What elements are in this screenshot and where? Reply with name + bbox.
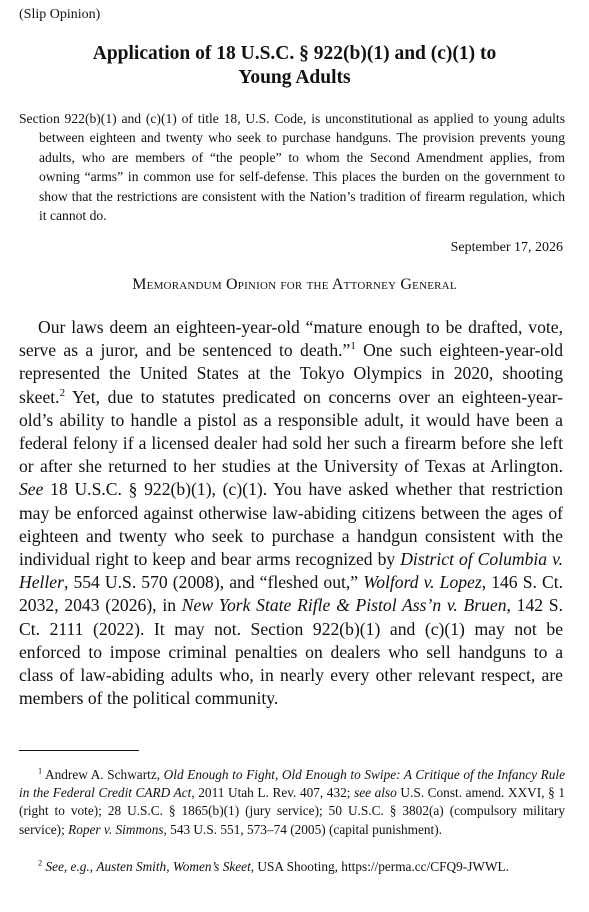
footnote-ref-2[interactable]: 2: [59, 386, 66, 399]
body-paragraph: [19, 316, 563, 710]
case-wolford: Wolford v. Lopez: [363, 572, 482, 593]
memo-heading: Memorandum Opinion for the Attorney General: [132, 276, 457, 293]
footnote-1-mid2: U.S. Const. amend. XXVI, § 1 (right to vote); 28 U.S.C. § 1865(b)(1) (jury service); 50 U.S.C. § 3802(a) (compulsory military service);: [19, 785, 566, 837]
footnote-2-comma: ,: [89, 859, 97, 874]
footnote-2: [19, 858, 565, 876]
title-line-2: Young Adults: [238, 67, 351, 88]
body-text-3: Yet, due to statutes predicated on concerns over an eighteen-year-old’s ability to handle a pistol as a responsible adult, it would have been a federal felony if a licensed dealer had sold her such a firearm before she left or after she returned to her studies at the University of Texas at Arlington.: [19, 386, 563, 477]
footnote-2-mark: 2: [38, 858, 43, 868]
footnote-1-end: , 543 U.S. 551, 573–74 (2005) (capital punishment).: [163, 821, 442, 837]
body-text-6: , 146 S. Ct. 2032, 2043 (2026), in: [19, 572, 563, 616]
footnote-2-signal: See, e.g.: [42, 859, 90, 874]
summary-paragraph: Section 922(b)(1) and (c)(1) of title 18, U.S. Code, is unconstitutional as applied to young adults between eighteen and twenty who seek to purchase handguns. The provision prevents young adults, who are members of “the people” to whom the Second Amendment applies, from owning “arms” in common use for self-defense. This places the burden on the government to show that the restrictions are consistent with the Nation’s tradition of firearm regulation, which it cannot do.: [19, 111, 565, 224]
footnote-1-title: Old Enough to Fight, Old Enough to Swipe: A Critique of the Infancy Rule in the Federal Credit CARD Act: [19, 767, 565, 801]
body-text-1: Our laws deem an eighteen-year-old “mature enough to be drafted, vote, serve as a juror, and be sentenced to death.”: [19, 317, 563, 361]
body-text-5: , 554 U.S. 570 (2008), and “fleshed out,”: [63, 572, 364, 593]
case-heller: District of Columbia v. Heller: [19, 549, 564, 593]
footnote-divider: [19, 750, 139, 751]
footnote-2-end[interactable]: , USA Shooting, https://perma.cc/CFQ9-JWWL.: [250, 859, 509, 874]
title-line-1: Application of 18 U.S.C. § 922(b)(1) and (c)(1) to: [92, 43, 497, 64]
case-bruen: New York State Rifle & Pistol Ass’n v. Bruen: [181, 595, 507, 616]
footnote-1: [19, 766, 565, 839]
footnote-ref-1[interactable]: 1: [350, 340, 356, 353]
footnote-1-case: Roper v. Simmons: [68, 821, 164, 837]
footnote-1-mid: , 2011 Utah L. Rev. 407, 432;: [191, 785, 355, 801]
body-text-2: One such eighteen-year-old represented the United States at the Tokyo Olympics in 2020, shooting skeet.: [19, 340, 563, 407]
footnote-1-see-also: see also: [354, 785, 397, 801]
footnote-1-mark: 1: [38, 766, 43, 776]
body-text-4: 18 U.S.C. § 922(b)(1), (c)(1). You have asked whether that restriction may be enforced against otherwise law-abiding citizens between the ages of eighteen and twenty who seek to purchase a handgun consistent with the individual right to keep and bear arms recognized by: [19, 479, 563, 570]
footnote-1-author: Andrew A. Schwartz,: [42, 767, 164, 782]
signal-see: See: [19, 479, 44, 500]
opinion-date: September 17, 2026: [450, 240, 563, 255]
page-title: [30, 42, 559, 90]
footnote-2-title: Austen Smith, Women’s Skeet: [96, 859, 251, 874]
body-text-7: , 142 S. Ct. 2111 (2022). It may not. Section 922(b)(1) and (c)(1) may not be enforced to impose criminal penalties on dealers who sell handguns to a class of law-abiding adults who, in nearly every other relevant respect, are members of the political community.: [19, 595, 563, 709]
slip-opinion-label: (Slip Opinion): [19, 7, 101, 22]
